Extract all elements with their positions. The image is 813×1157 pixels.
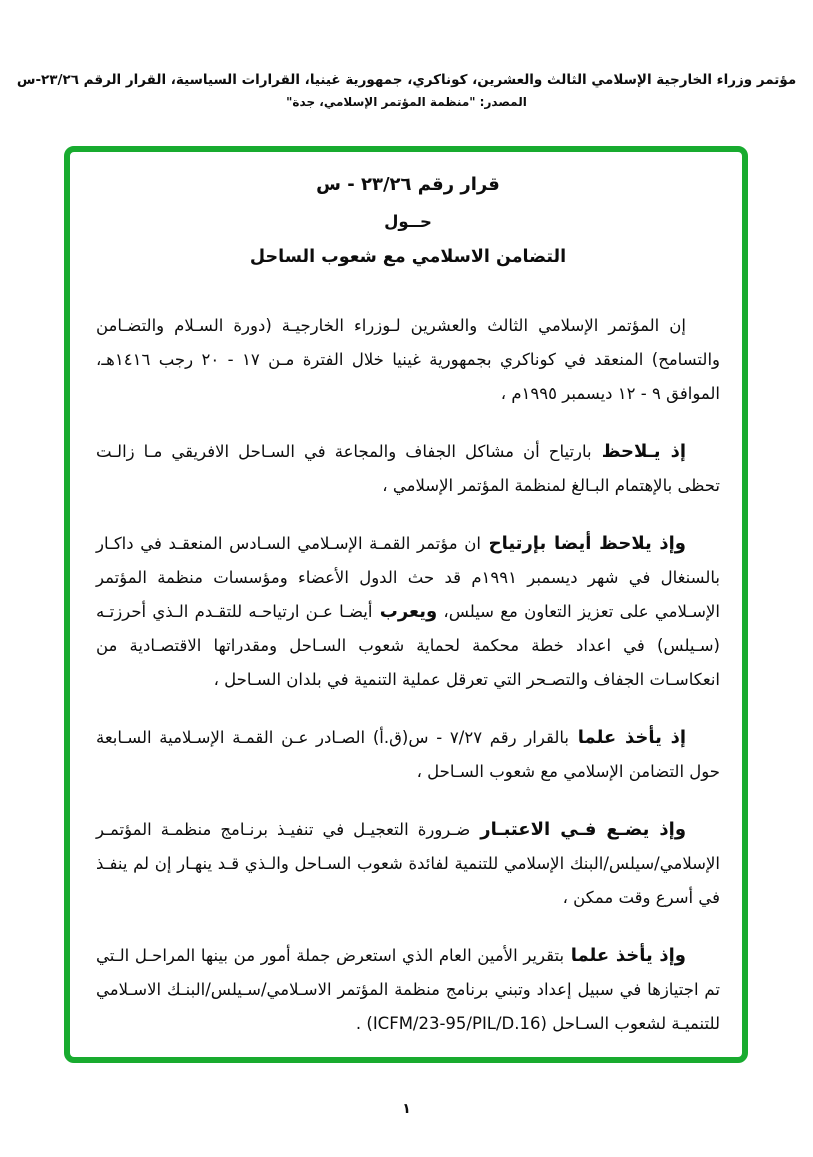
resolution-paragraph-preamble: إن المؤتمر الإسلامي الثالث والعشرين لـوزراء الخارجيـة (دورة السـلام والتضـامن والتسامح) المنعقد في كوناكري بجمهورية غينيا خلال الفترة مـن ١٧ - ٢٠ رجب ١٤١٦هـ، الموافق ٩ - ١٢ ديسمبر ١٩٩٥م ،: [96, 316, 720, 403]
resolution-about-word: حــول: [384, 212, 432, 231]
document-header: [0, 72, 813, 109]
green-annotation-box: [64, 146, 748, 1063]
page-number: ١: [402, 1101, 411, 1117]
resolution-paragraph-noting: إذ يـلاحظ بارتياح أن مشاكل الجفاف والمجاعة في السـاحل الافريقي مـا زالـت تحظى بالإهتمام البـالغ لمنظمة المؤتمر الإسلامي ،: [96, 441, 720, 495]
resolution-paragraph-considering: وإذ يضـع فـي الاعتبـار ضـرورة التعجيـل في تنفيـذ برنـامج منظمـة المؤتمـر الإسلامي/سيلس/البنك الإسلامي للتنمية لفائدة شعوب السـاحل والـذي قـد ينهـار إن لم ينفـذ في أسرع وقت ممكن ،: [96, 819, 720, 907]
header-source-line: المصدر: "منظمة المؤتمر الإسلامي، جدة": [286, 95, 527, 109]
resolution-paragraph-noting-also: وإذ يلاحظ أيضا بإرتياح ان مؤتمر القمـة الإسـلامي السـادس المنعقـد في داكـار بالسنغال في شهر ديسمبر ١٩٩١م قد حث الدول الأعضاء ومؤسسات منظمة المؤتمر الإسـلامي على تعزيز التعاون مع سيلس، ويعرب أيضـا عـن ارتياحـه للتقـدم الـذي أحرزتـه (سـيلس) في اعداد خطة محكمة لحماية شعوب السـاحل ومقدراتها الاقتصـادية من انعكاسـات الجفاف والتصـحر التي تعرقل عملية التنمية في بلدان السـاحل ،: [96, 533, 720, 689]
resolution-title-block: [96, 174, 720, 267]
resolution-body: [96, 309, 720, 1041]
resolution-subject-title: التضامن الاسلامي مع شعوب الساحل: [249, 247, 567, 267]
resolution-number-title: قرار رقم ٢٣/٢٦ - س: [316, 174, 500, 195]
resolution-paragraph-taking-note: إذ يأخذ علما بالقرار رقم ٧/٢٧ - س(ق.أ) الصـادر عـن القمـة الإسـلامية السـابعة حول التضامن الإسلامي مع شعوب السـاحل ،: [96, 727, 720, 781]
header-citation-line: مؤتمر وزراء الخارجية الإسلامي الثالث والعشرين، كوناكري، جمهورية غينيا، القرارات السياسية، القرار الرقم ٢٣/٢٦-س: [16, 72, 797, 88]
resolution-paragraph-taking-note-report: وإذ يأخذ علما بتقرير الأمين العام الذي استعرض جملة أمور من بينها المراحـل الـتي تم اجتيازها في سبيل إعداد وتبني برنامج منظمة المؤتمر الاسـلامي/سـيلس/البنـك الاسـلامي للتنميـة لشعوب السـاحل (ICFM/23-95/PIL/D.16) .: [96, 945, 720, 1033]
